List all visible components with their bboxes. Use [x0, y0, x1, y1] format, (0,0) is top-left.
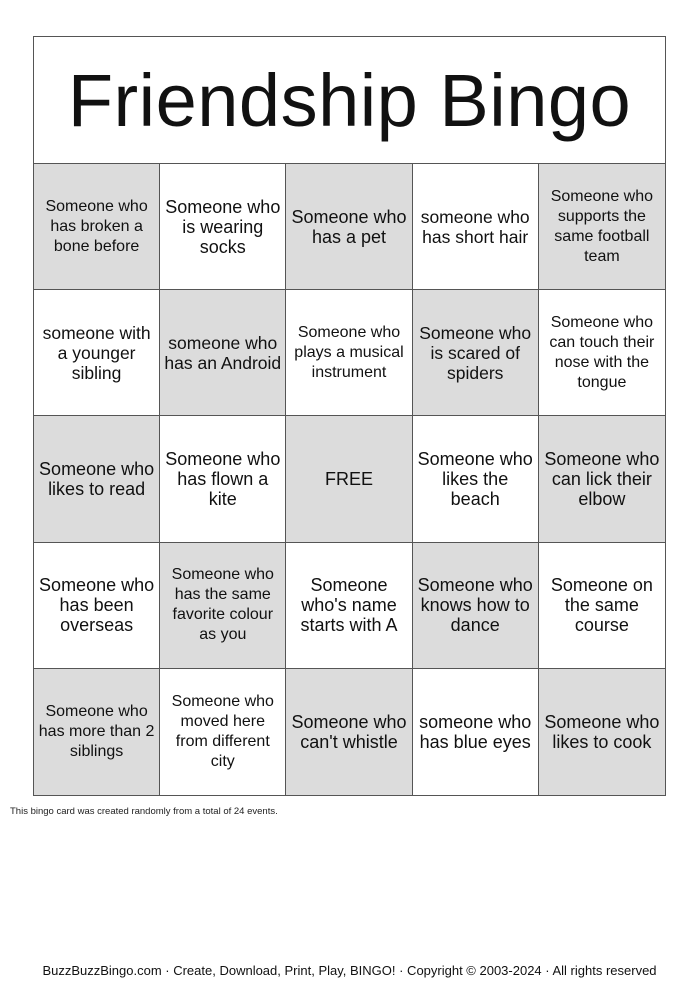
- bingo-cell-o2: Someone who can touch their nose with the tongue: [539, 290, 665, 416]
- bingo-cell-n1: Someone who has a pet: [286, 164, 412, 290]
- footer-copyright: BuzzBuzzBingo.com · Create, Download, Print, Play, BINGO! · Copyright © 2003-2024 · All rights reserved: [42, 963, 657, 978]
- bingo-cell-n4: Someone who's name starts with A: [286, 543, 412, 669]
- bingo-cell-i1: Someone who is wearing socks: [160, 164, 286, 290]
- bingo-cell-o1: Someone who supports the same football team: [539, 164, 665, 290]
- bingo-cell-n2: Someone who plays a musical instrument: [286, 290, 412, 416]
- bingo-grid: [34, 164, 665, 795]
- bingo-cell-i4: Someone who has the same favorite colour as you: [160, 543, 286, 669]
- bingo-cell-i3: Someone who has flown a kite: [160, 416, 286, 542]
- bingo-cell-i5: Someone who moved here from different city: [160, 669, 286, 795]
- card-title: Friendship Bingo: [34, 37, 665, 164]
- bingo-cell-b3: Someone who likes to read: [34, 416, 160, 542]
- bingo-cell-g3: Someone who likes the beach: [413, 416, 539, 542]
- bingo-cell-b1: Someone who has broken a bone before: [34, 164, 160, 290]
- bingo-cell-g2: Someone who is scared of spiders: [413, 290, 539, 416]
- bingo-cell-b2: someone with a younger sibling: [34, 290, 160, 416]
- bingo-card: [33, 36, 666, 796]
- bingo-cell-g4: Someone who knows how to dance: [413, 543, 539, 669]
- bingo-cell-free: FREE: [286, 416, 412, 542]
- bingo-cell-g5: someone who has blue eyes: [413, 669, 539, 795]
- bingo-cell-i2: someone who has an Android: [160, 290, 286, 416]
- bingo-cell-g1: someone who has short hair: [413, 164, 539, 290]
- bingo-cell-n5: Someone who can't whistle: [286, 669, 412, 795]
- bingo-cell-b5: Someone who has more than 2 siblings: [34, 669, 160, 795]
- bingo-cell-o5: Someone who likes to cook: [539, 669, 665, 795]
- bingo-cell-b4: Someone who has been overseas: [34, 543, 160, 669]
- bingo-cell-o4: Someone on the same course: [539, 543, 665, 669]
- bingo-cell-o3: Someone who can lick their elbow: [539, 416, 665, 542]
- card-note: This bingo card was created randomly from a total of 24 events.: [10, 806, 278, 817]
